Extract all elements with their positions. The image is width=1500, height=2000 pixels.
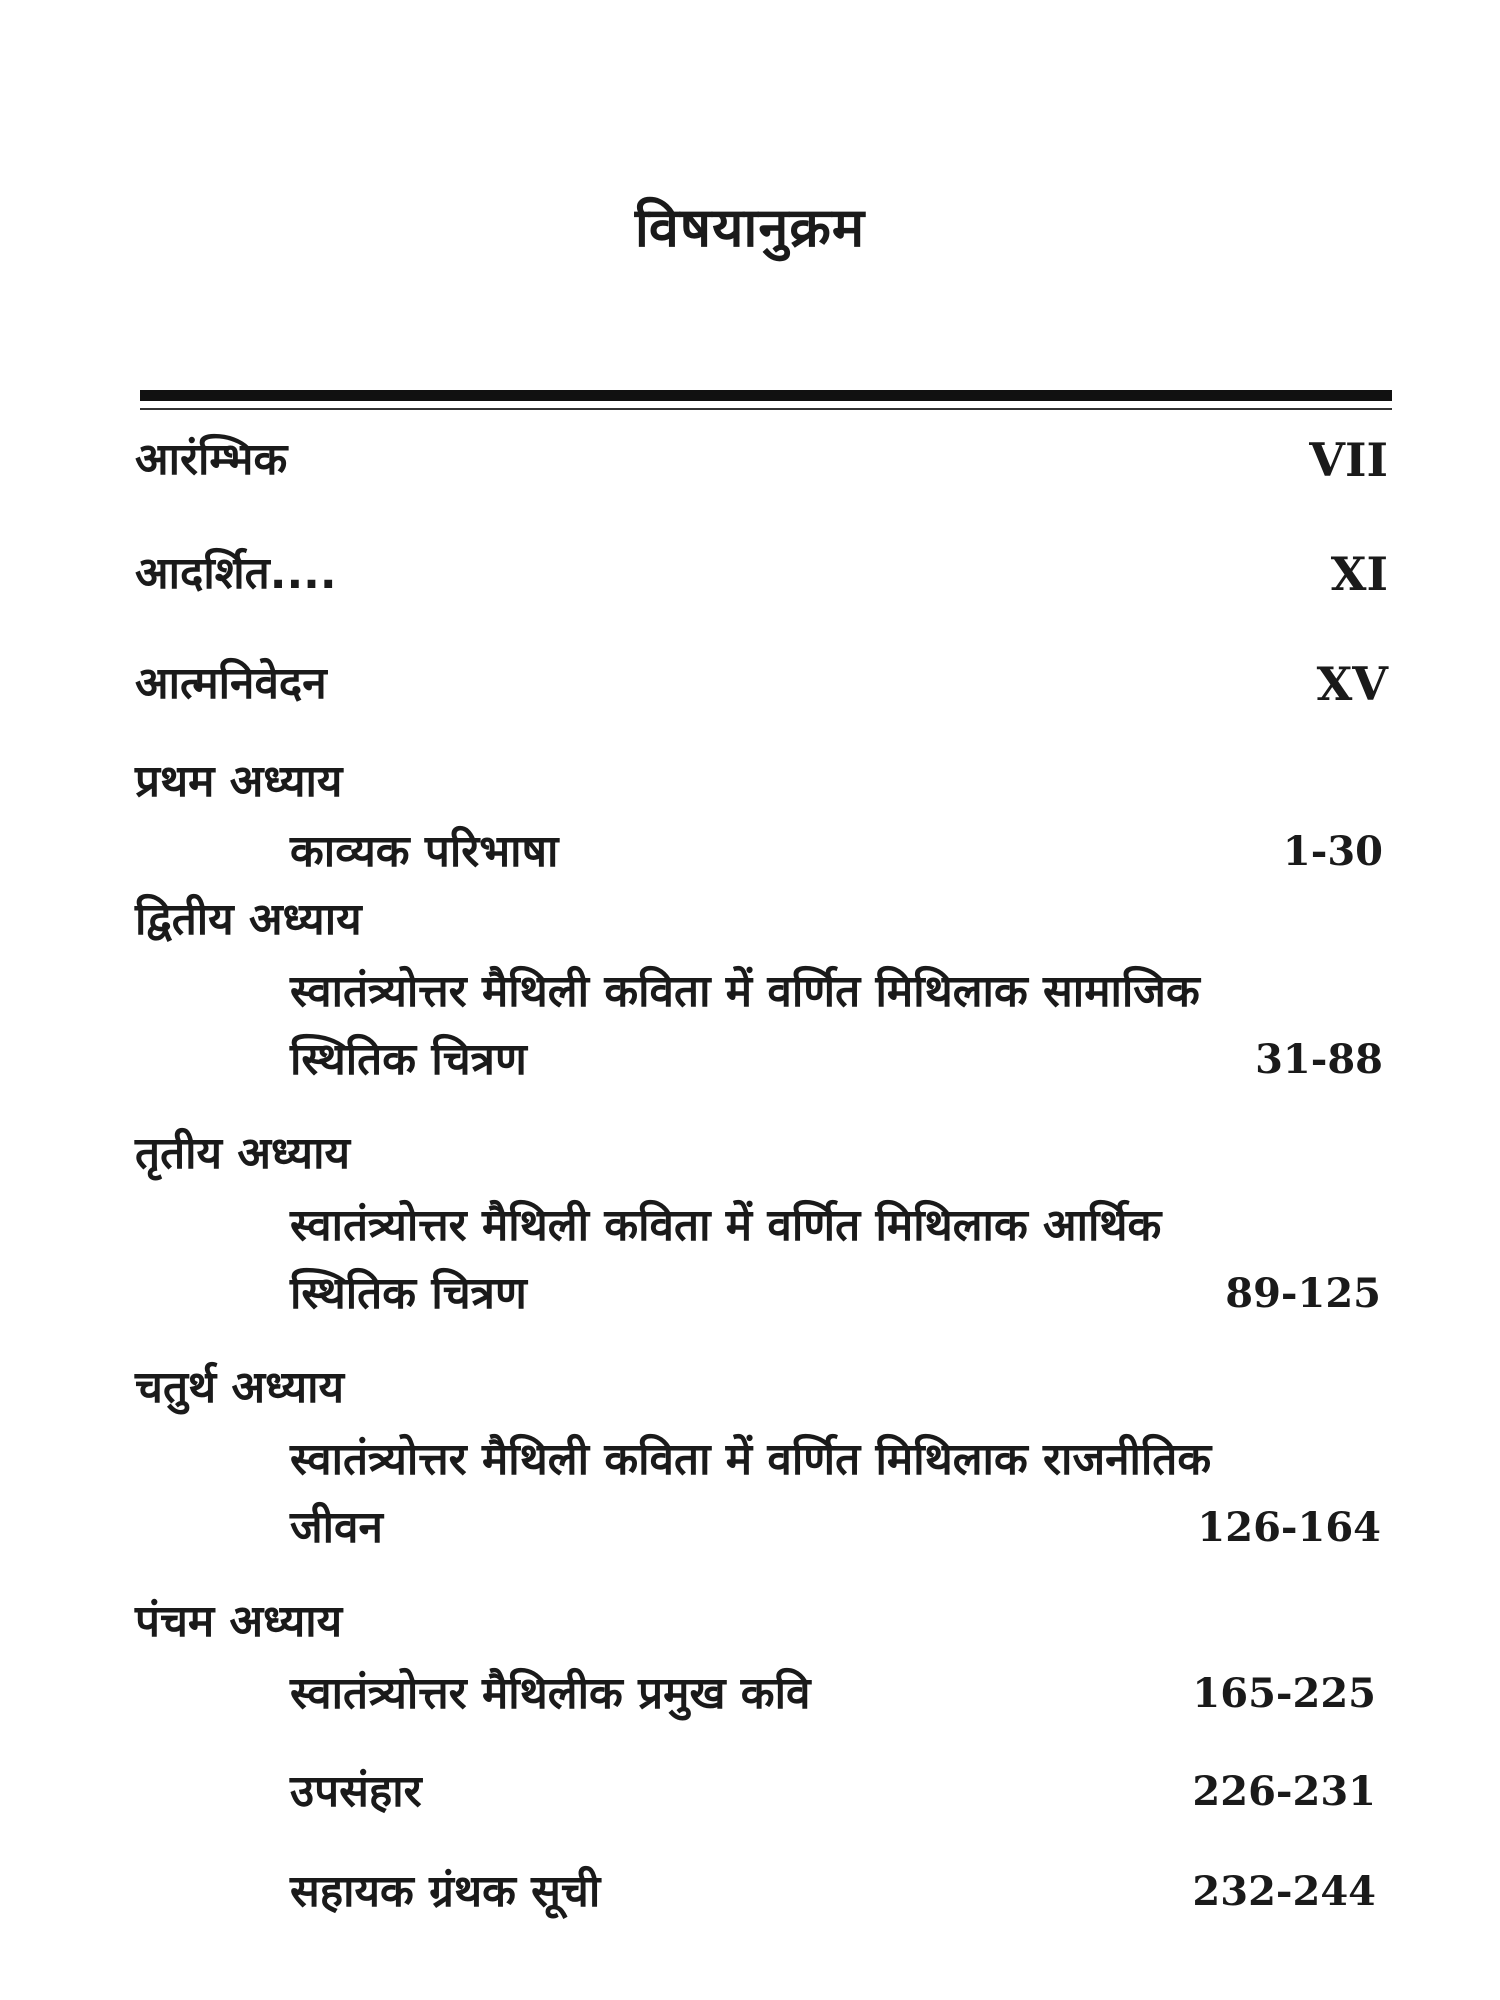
entry-page: 232-244 [1192, 1868, 1376, 1915]
entry-label: सहायक ग्रंथक सूची [290, 1866, 601, 1917]
chapter-heading-label: पंचम अध्याय [135, 1596, 343, 1647]
chapter-heading [0, 1124, 1500, 1184]
chapter-entry [0, 1430, 1500, 1490]
chapter-heading-label: तृतीय अध्याय [135, 1128, 350, 1179]
toc-entry [0, 654, 1500, 714]
chapter-title-line1: स्वातंत्र्योत्तर मैथिली कविता में वर्णित मिथिलाक सामाजिक [290, 966, 1200, 1017]
chapter-entry [0, 1264, 1500, 1324]
chapter-heading-label: द्वितीय अध्याय [135, 894, 362, 945]
entry-label: आदर्शित.... [135, 548, 337, 599]
chapter-title-line1: स्वातंत्र्योत्तर मैथिली कविता में वर्णित मिथिलाक आर्थिक [290, 1200, 1162, 1251]
chapter-entry [0, 822, 1500, 882]
title-divider-thick [140, 390, 1392, 401]
title-divider-thin [140, 408, 1392, 410]
chapter-heading-label: चतुर्थ अध्याय [135, 1362, 345, 1413]
chapter-page: 126-164 [1197, 1504, 1381, 1551]
chapter-entry [0, 1664, 1500, 1724]
chapter-entry [0, 1498, 1500, 1558]
chapter-entry [0, 1196, 1500, 1256]
chapter-page: 1-30 [1282, 828, 1383, 875]
entry-label: आरंम्भिक [135, 434, 288, 485]
toc-entry [0, 1762, 1500, 1822]
toc-entry [0, 1862, 1500, 1922]
chapter-heading [0, 1592, 1500, 1652]
chapter-title: काव्यक परिभाषा [290, 826, 559, 877]
entry-label: आत्मनिवेदन [135, 658, 327, 709]
chapter-heading [0, 890, 1500, 950]
chapter-page: 31-88 [1255, 1036, 1383, 1083]
chapter-page: 165-225 [1192, 1670, 1376, 1717]
chapter-heading [0, 1358, 1500, 1418]
chapter-entry [0, 962, 1500, 1022]
chapter-heading [0, 752, 1500, 812]
entry-label: उपसंहार [290, 1766, 422, 1817]
chapter-title-line2: जीवन [290, 1502, 383, 1553]
entry-page: 226-231 [1192, 1768, 1376, 1815]
toc-entry [0, 430, 1500, 490]
chapter-title-line2: स्थितिक चित्रण [290, 1268, 527, 1319]
chapter-page: 89-125 [1225, 1270, 1381, 1317]
chapter-title-line2: स्थितिक चित्रण [290, 1034, 527, 1085]
entry-page: XI [1330, 547, 1388, 601]
chapter-heading-label: प्रथम अध्याय [135, 756, 343, 807]
entry-page: VII [1309, 433, 1388, 487]
chapter-title: स्वातंत्र्योत्तर मैथिलीक प्रमुख कवि [290, 1668, 811, 1719]
toc-entry [0, 544, 1500, 604]
page-title: विषयानुक्रम [634, 196, 866, 259]
chapter-entry [0, 1030, 1500, 1090]
chapter-title-line1: स्वातंत्र्योत्तर मैथिली कविता में वर्णित मिथिलाक राजनीतिक [290, 1434, 1212, 1485]
entry-page: XV [1316, 657, 1388, 711]
